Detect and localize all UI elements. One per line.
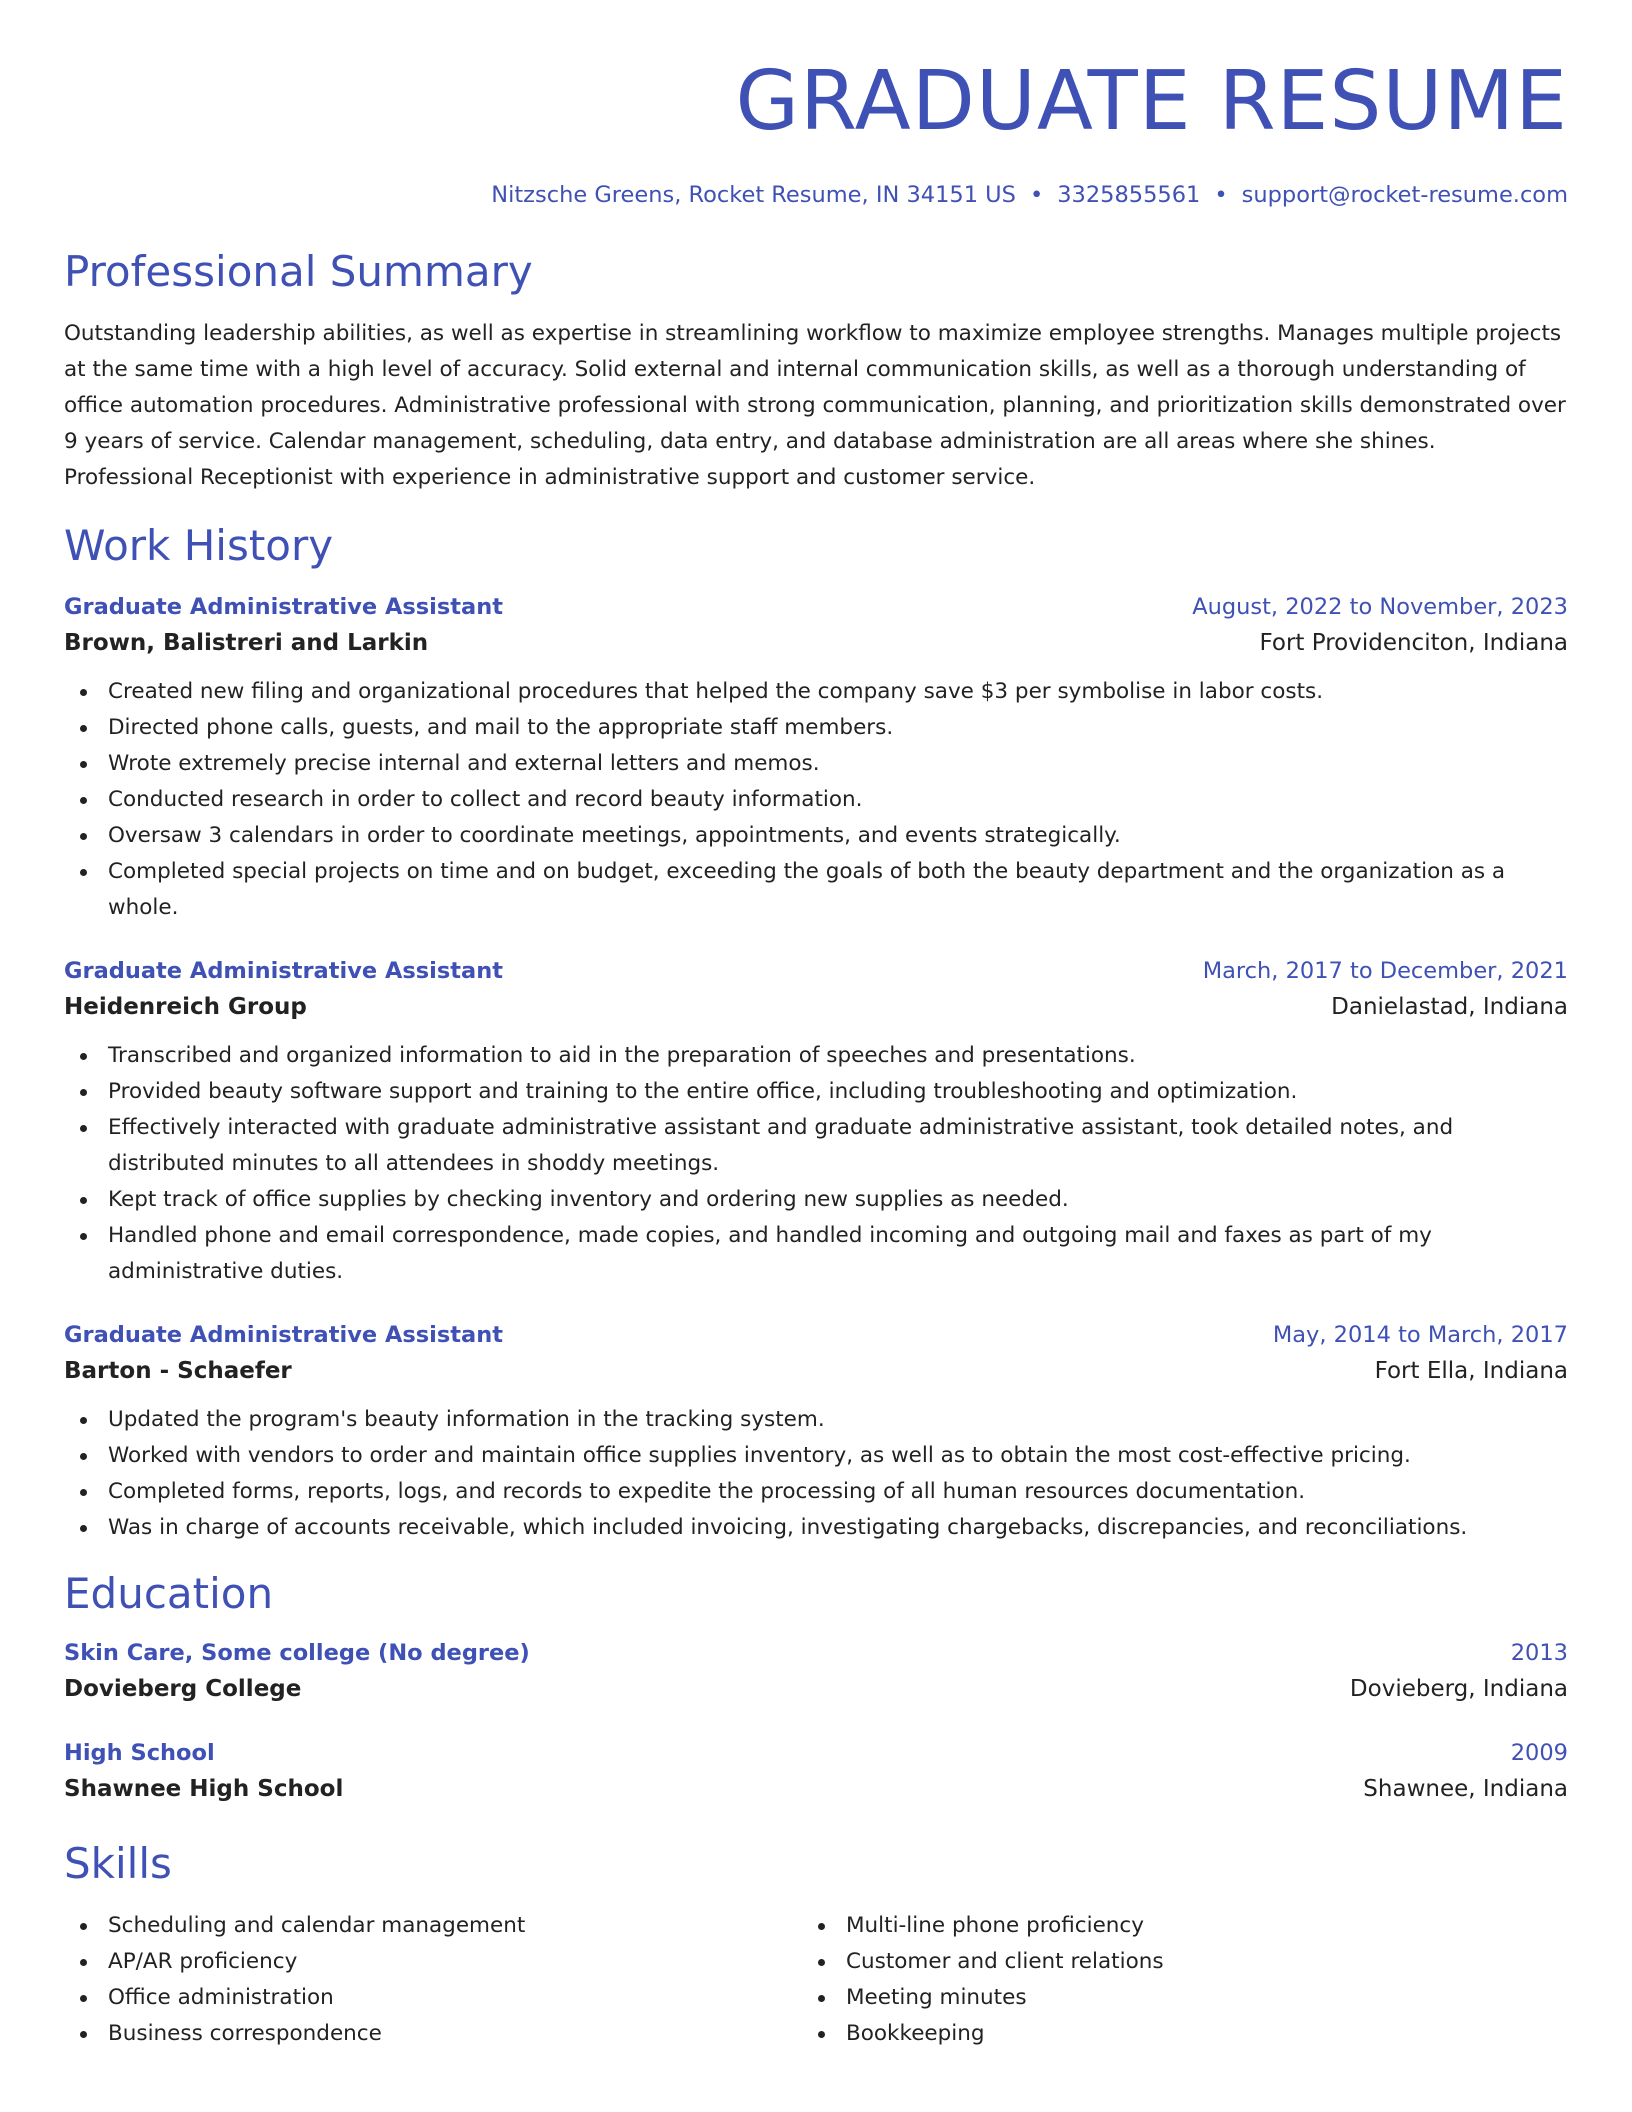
school-name: Dovieberg College xyxy=(64,1676,302,1702)
list-item: Business correspondence xyxy=(64,2016,802,2052)
list-item: Provided beauty software support and training to the entire office, including troubleshooting and optimization. xyxy=(64,1074,1568,1110)
job-bullets xyxy=(64,674,1568,926)
summary-text: Outstanding leadership abilities, as well as expertise in streamlining workflow to maximize employee strengths. Manages multiple projects at the same time with a high level of accuracy. Solid external and internal communication skills, as well as a thorough understanding of office automation procedures. Administrative professional with strong communication, planning, and prioritization skills demonstrated over 9 years of service. Calendar management, scheduling, data entry, and database administration are all areas where she shines. Professional Receptionist with experience in administrative support and customer service. xyxy=(64,321,1566,490)
job-location: Fort Ella, Indiana xyxy=(1374,1358,1568,1384)
company-name: Barton - Schaefer xyxy=(64,1358,292,1384)
job-title: Graduate Administrative Assistant xyxy=(64,594,503,620)
skills-column-left xyxy=(64,1908,802,2052)
graduation-year: 2009 xyxy=(1510,1740,1568,1766)
list-item: Directed phone calls, guests, and mail to the appropriate staff members. xyxy=(64,710,1568,746)
list-item: Was in charge of accounts receivable, which included invoicing, investigating chargebacks, discrepancies, and reconciliations. xyxy=(64,1510,1568,1546)
list-item: Oversaw 3 calendars in order to coordinate meetings, appointments, and events strategically. xyxy=(64,818,1568,854)
school-location: Shawnee, Indiana xyxy=(1363,1776,1568,1802)
list-item: Meeting minutes xyxy=(802,1980,1540,2016)
job-dates: March, 2017 to December, 2021 xyxy=(1202,958,1568,984)
separator-dot: • xyxy=(1029,182,1044,208)
company-name: Heidenreich Group xyxy=(64,994,307,1020)
job-location: Danielastad, Indiana xyxy=(1331,994,1568,1020)
job-dates: May, 2014 to March, 2017 xyxy=(1272,1322,1568,1348)
contact-line xyxy=(64,180,1568,210)
skills-column-right xyxy=(802,1908,1540,2052)
list-item: Handled phone and email correspondence, made copies, and handled incoming and outgoing mail and faxes as part of my administrative duties. xyxy=(64,1218,1568,1290)
list-item: Customer and client relations xyxy=(802,1944,1540,1980)
list-item: Bookkeeping xyxy=(802,2016,1540,2052)
list-item: Completed forms, reports, logs, and records to expedite the processing of all human resources documentation. xyxy=(64,1474,1568,1510)
school-location: Dovieberg, Indiana xyxy=(1349,1676,1568,1702)
list-item: Worked with vendors to order and maintain office supplies inventory, as well as to obtain the most cost-effective pricing. xyxy=(64,1438,1568,1474)
job-dates: August, 2022 to November, 2023 xyxy=(1192,594,1568,620)
list-item: Scheduling and calendar management xyxy=(64,1908,802,1944)
list-item: Multi-line phone proficiency xyxy=(802,1908,1540,1944)
list-item: Completed special projects on time and on budget, exceeding the goals of both the beauty department and the organization as a whole. xyxy=(64,854,1568,926)
job-bullets xyxy=(64,1402,1568,1546)
school-name: Shawnee High School xyxy=(64,1776,344,1802)
separator-dot: • xyxy=(1214,182,1228,208)
skills-heading: Skills xyxy=(64,1839,172,1888)
company-name: Brown, Balistreri and Larkin xyxy=(64,630,429,656)
email-link[interactable]: support@rocket-resume.com xyxy=(1241,182,1568,208)
list-item: Effectively interacted with graduate administrative assistant and graduate administrative assistant, took detailed notes, and distributed minutes to all attendees in shoddy meetings. xyxy=(64,1110,1568,1182)
list-item: Updated the program's beauty information in the tracking system. xyxy=(64,1402,1568,1438)
list-item: Office administration xyxy=(64,1980,802,2016)
education-heading: Education xyxy=(64,1569,274,1618)
list-item: Created new filing and organizational procedures that helped the company save $3 per symbolise in labor costs. xyxy=(64,674,1568,710)
graduation-year: 2013 xyxy=(1510,1640,1568,1666)
phone-number: 3325855561 xyxy=(1057,182,1201,208)
work-history-heading: Work History xyxy=(64,521,334,570)
list-item: Conducted research in order to collect and record beauty information. xyxy=(64,782,1568,818)
candidate-name: GRADUATE RESUME xyxy=(735,54,1568,149)
degree-name: High School xyxy=(64,1740,215,1766)
job-entry xyxy=(64,592,1568,926)
list-item: Kept track of office supplies by checking inventory and ordering new supplies as needed. xyxy=(64,1182,1568,1218)
degree-name: Skin Care, Some college (No degree) xyxy=(64,1640,530,1666)
job-title: Graduate Administrative Assistant xyxy=(64,1322,503,1348)
job-location: Fort Providenciton, Indiana xyxy=(1259,630,1568,656)
job-entry xyxy=(64,956,1568,1290)
job-title: Graduate Administrative Assistant xyxy=(64,958,503,984)
address: Nitzsche Greens, Rocket Resume, IN 34151 US xyxy=(491,182,1016,208)
education-entry xyxy=(64,1738,1568,1806)
list-item: Wrote extremely precise internal and external letters and memos. xyxy=(64,746,1568,782)
education-entry xyxy=(64,1638,1568,1706)
resume-header xyxy=(64,0,1568,210)
job-entry xyxy=(64,1320,1568,1546)
job-bullets xyxy=(64,1038,1568,1290)
list-item: Transcribed and organized information to aid in the preparation of speeches and presentations. xyxy=(64,1038,1568,1074)
skills-list xyxy=(64,1908,1568,2052)
summary-heading: Professional Summary xyxy=(64,247,533,296)
list-item: AP/AR proficiency xyxy=(64,1944,802,1980)
